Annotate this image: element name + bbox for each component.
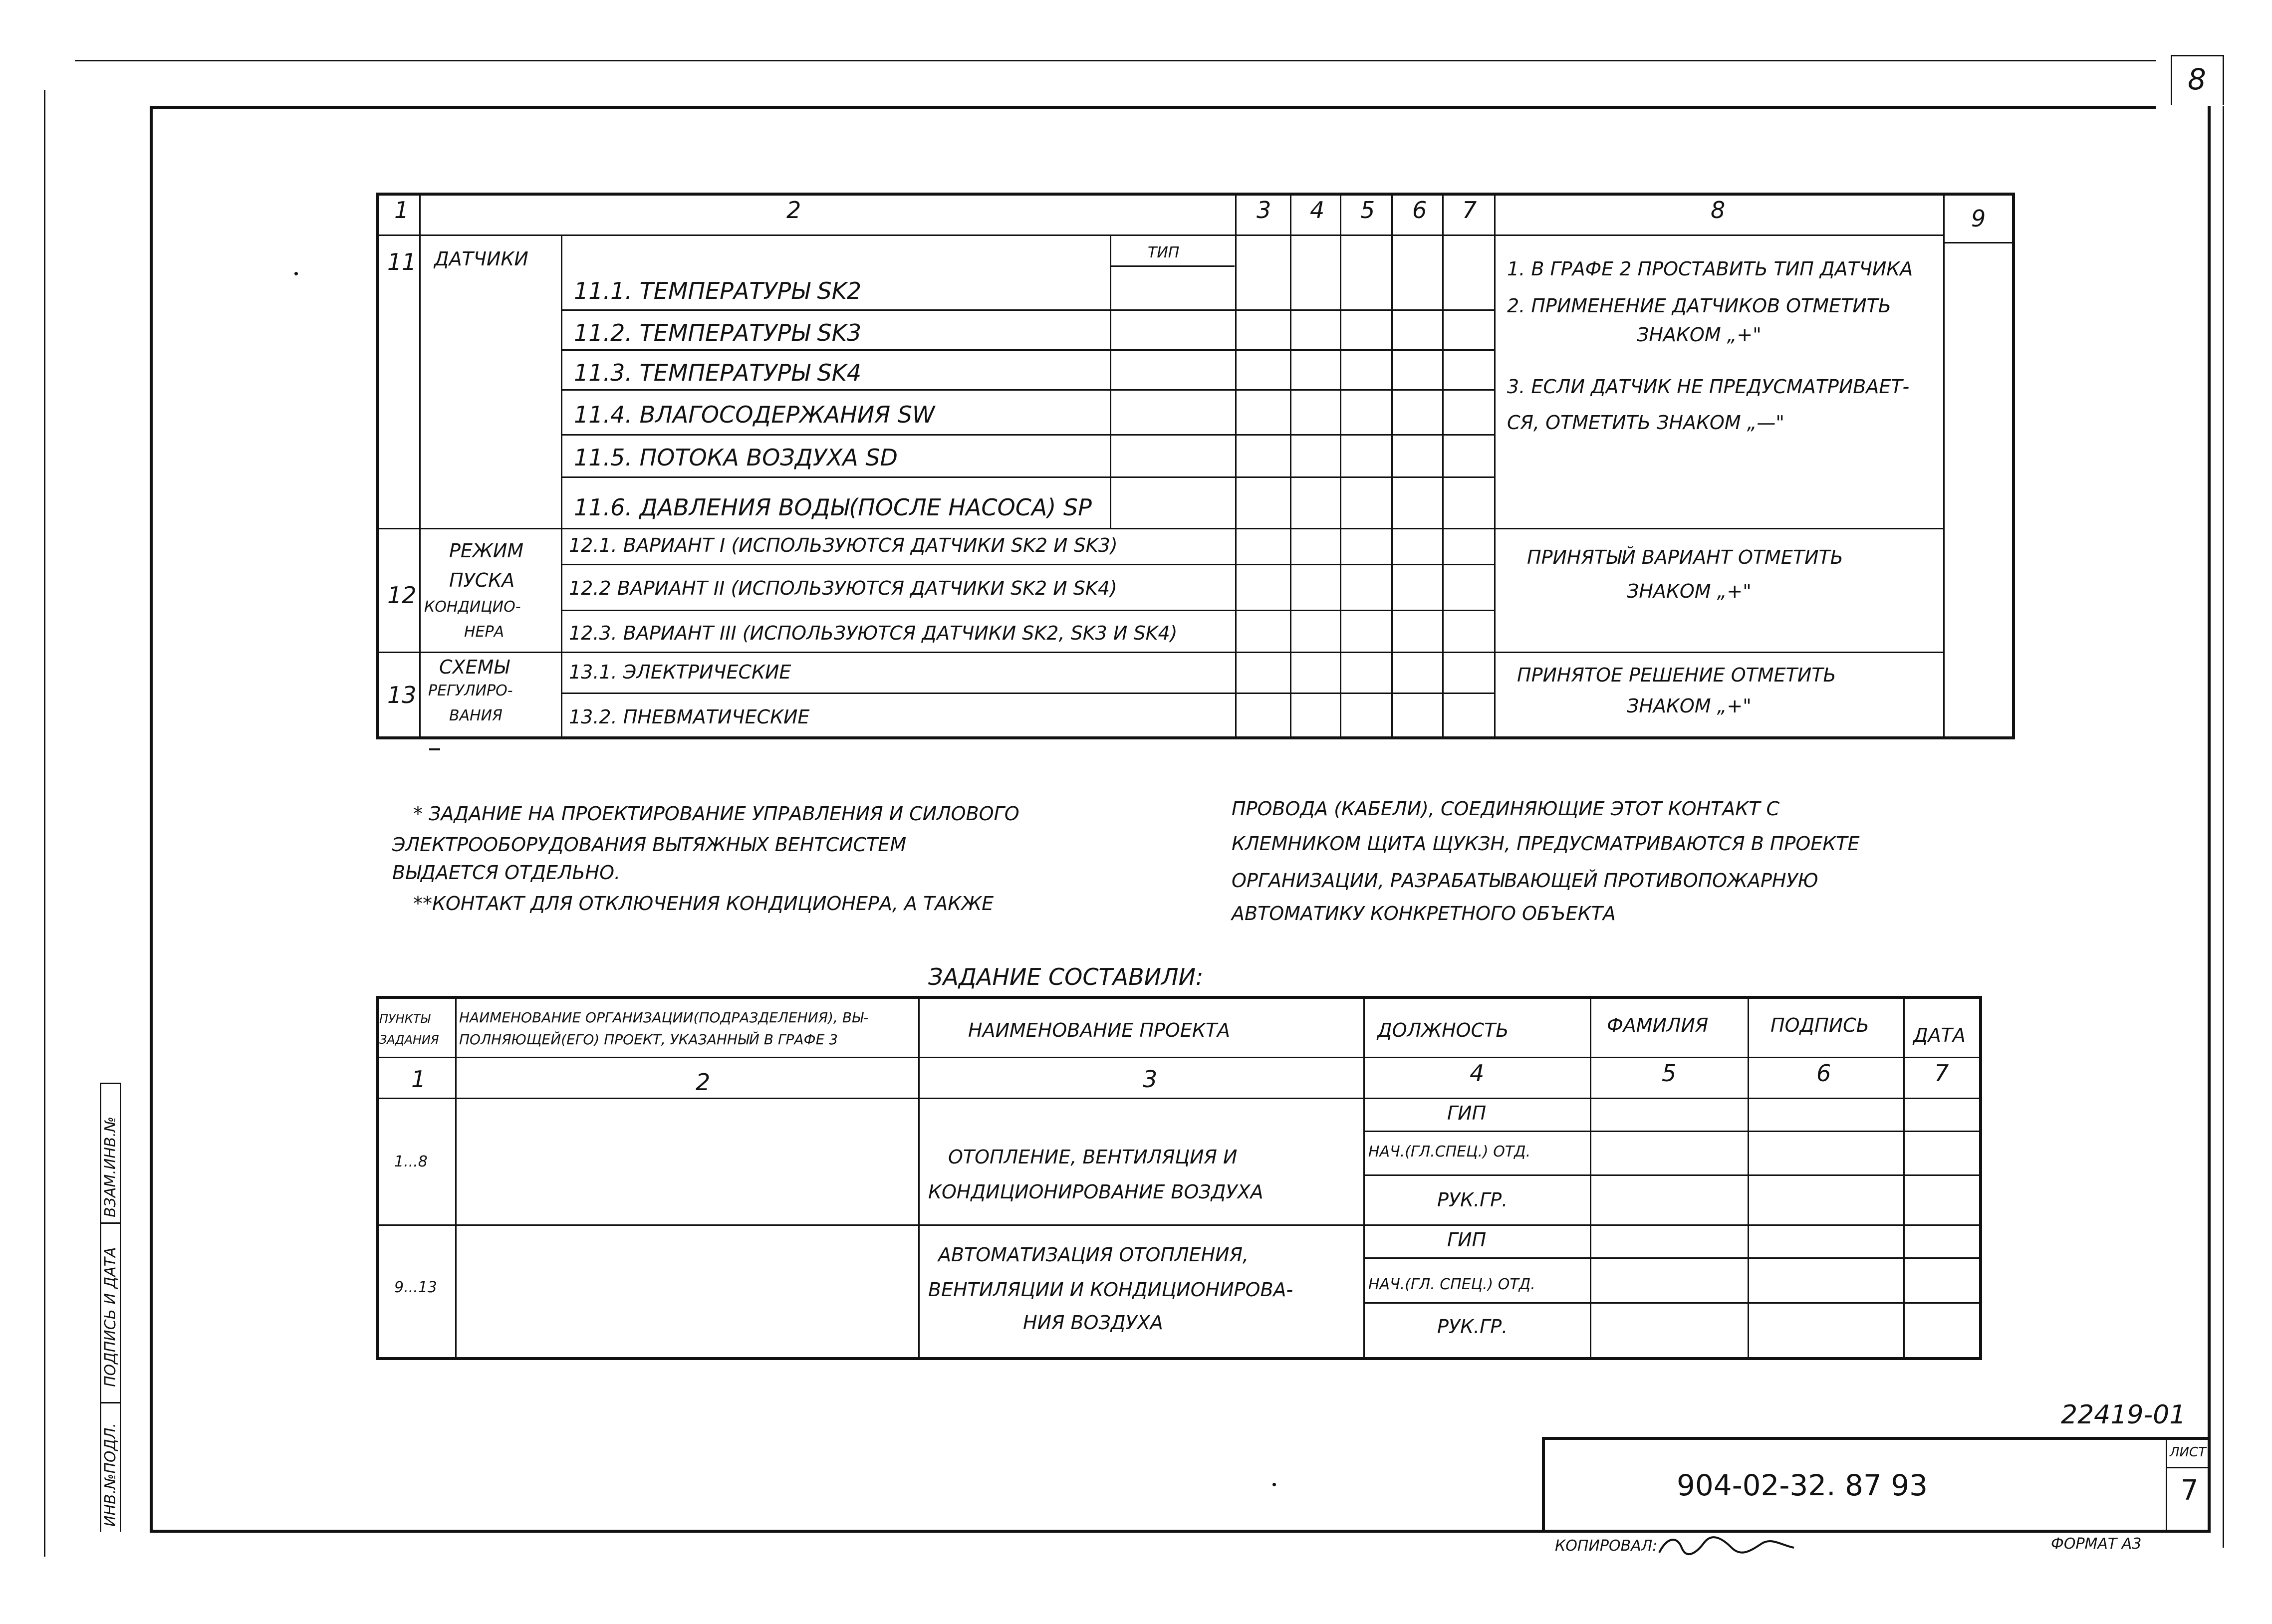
bt-project-group-2-line-1: АВТОМАТИЗАЦИЯ ОТОПЛЕНИЯ, bbox=[938, 1244, 1249, 1266]
bt-position-1-2: НАЧ.(ГЛ.СПЕЦ.) ОТД. bbox=[1368, 1143, 1531, 1160]
mode-row-12-1: 12.1. ВАРИАНТ I (ИСПОЛЬЗУЮТСЯ ДАТЧИКИ SK2 И SK3) bbox=[569, 534, 1118, 556]
bt-position-2-2: НАЧ.(ГЛ. СПЕЦ.) ОТД. bbox=[1368, 1276, 1535, 1293]
note-11-line-5: СЯ, ОТМЕТИТЬ ЗНАКОМ „—" bbox=[1507, 412, 1784, 434]
bt-header-project: НАИМЕНОВАНИЕ ПРОЕКТА bbox=[968, 1019, 1231, 1041]
sensor-row-11-1: 11.1. ТЕМПЕРАТУРЫ SK2 bbox=[574, 277, 862, 304]
note-11-line-1: 1. В ГРАФЕ 2 ПРОСТАВИТЬ ТИП ДАТЧИКА bbox=[1507, 258, 1913, 280]
sensor-row-11-4: 11.4. ВЛАГОСОДЕРЖАНИЯ SW bbox=[574, 401, 935, 428]
col-header-8: 8 bbox=[1711, 197, 1726, 224]
bt-num-5: 5 bbox=[1662, 1060, 1677, 1087]
copied-by-label: КОПИРОВАЛ: bbox=[1555, 1537, 1658, 1555]
bt-header-date: ДАТА bbox=[1913, 1024, 1966, 1046]
section-title-12-line-1: РЕЖИМ bbox=[449, 540, 524, 562]
note-11-line-4: 3. ЕСЛИ ДАТЧИК НЕ ПРЕДУСМАТРИВАЕТ- bbox=[1507, 376, 1910, 398]
mode-row-12-3: 12.3. ВАРИАНТ III (ИСПОЛЬЗУЮТСЯ ДАТЧИКИ SK2, SK3 И SK4) bbox=[569, 622, 1178, 644]
stamp-signature-date: ПОДПИСЬ И ДАТА bbox=[102, 1247, 119, 1387]
footnote-left-3: ВЫДАЕТСЯ ОТДЕЛЬНО. bbox=[392, 862, 621, 884]
dot-mark bbox=[294, 272, 298, 275]
bt-position-1-3: РУК.ГР. bbox=[1437, 1189, 1508, 1211]
footnote-right-1: ПРОВОДА (КАБЕЛИ), СОЕДИНЯЮЩИЕ ЭТОТ КОНТАКТ С bbox=[1232, 798, 1780, 820]
page-number: 8 bbox=[2188, 62, 2206, 96]
note-11-line-2: 2. ПРИМЕНЕНИЕ ДАТЧИКОВ ОТМЕТИТЬ bbox=[1507, 295, 1891, 317]
stamp-vzam-inv: ВЗАМ.ИНВ.№ bbox=[102, 1116, 119, 1217]
bt-header-position: ДОЛЖНОСТЬ bbox=[1377, 1019, 1509, 1041]
bt-items-group-2: 9...13 bbox=[394, 1279, 437, 1296]
note-12-line-2: ЗНАКОМ „+" bbox=[1627, 580, 1752, 602]
bt-num-1: 1 bbox=[411, 1066, 426, 1093]
bt-num-6: 6 bbox=[1816, 1060, 1831, 1087]
section-title-13-line-1: СХЕМЫ bbox=[439, 656, 509, 678]
bt-num-4: 4 bbox=[1470, 1060, 1485, 1087]
section-title-12-line-4: НЕРА bbox=[464, 623, 505, 641]
note-11-line-3: ЗНАКОМ „+" bbox=[1637, 324, 1762, 346]
format-label: ФОРМАТ А3 bbox=[2051, 1535, 2142, 1553]
inventory-number: 22419-01 bbox=[2061, 1400, 2186, 1430]
bt-header-items-1: ПУНКТЫ bbox=[379, 1012, 431, 1026]
bt-num-7: 7 bbox=[1934, 1060, 1949, 1087]
col-header-6: 6 bbox=[1412, 197, 1427, 224]
section-title-12-line-2: ПУСКА bbox=[449, 569, 515, 591]
section-number-11: 11 bbox=[387, 248, 417, 275]
col-header-2: 2 bbox=[786, 197, 801, 224]
bt-position-2-1: ГИП bbox=[1447, 1229, 1487, 1251]
col-header-7: 7 bbox=[1462, 197, 1477, 224]
scheme-row-13-2: 13.2. ПНЕВМАТИЧЕСКИЕ bbox=[569, 706, 810, 728]
section-number-12: 12 bbox=[387, 582, 417, 609]
stamp-inv-podl: ИНВ.№ПОДЛ. bbox=[102, 1422, 119, 1527]
copier-signature-icon bbox=[1657, 1533, 1796, 1558]
bt-project-group-2-line-2: ВЕНТИЛЯЦИИ И КОНДИЦИОНИРОВА- bbox=[928, 1279, 1293, 1301]
section-title-13-line-2: РЕГУЛИРО- bbox=[428, 682, 513, 699]
note-13-line-1: ПРИНЯТОЕ РЕШЕНИЕ ОТМЕТИТЬ bbox=[1517, 664, 1836, 686]
bt-project-group-1-line-1: ОТОПЛЕНИЕ, ВЕНТИЛЯЦИЯ И bbox=[948, 1146, 1238, 1168]
sensor-row-11-2: 11.2. ТЕМПЕРАТУРЫ SK3 bbox=[574, 319, 862, 346]
footnote-left-2: ЭЛЕКТРООБОРУДОВАНИЯ ВЫТЯЖНЫХ ВЕНТСИСТЕМ bbox=[392, 834, 907, 856]
sensor-row-11-6: 11.6. ДАВЛЕНИЯ ВОДЫ(ПОСЛЕ НАСОСА) SP bbox=[574, 494, 1092, 521]
col-header-4: 4 bbox=[1310, 197, 1325, 224]
dash-mark bbox=[429, 748, 440, 750]
footnote-left-1: * ЗАДАНИЕ НА ПРОЕКТИРОВАНИЕ УПРАВЛЕНИЯ И СИЛОВОГО bbox=[413, 803, 1019, 825]
col-header-5: 5 bbox=[1360, 197, 1375, 224]
footnote-left-4: **КОНТАКТ ДЛЯ ОТКЛЮЧЕНИЯ КОНДИЦИОНЕРА, А ТАКЖЕ bbox=[413, 893, 994, 915]
bt-position-2-3: РУК.ГР. bbox=[1437, 1316, 1508, 1338]
bt-num-3: 3 bbox=[1143, 1066, 1158, 1093]
mode-row-12-2: 12.2 ВАРИАНТ II (ИСПОЛЬЗУЮТСЯ ДАТЧИКИ SK2 И SK4) bbox=[569, 577, 1117, 599]
bt-header-surname: ФАМИЛИЯ bbox=[1607, 1014, 1709, 1036]
bt-num-2: 2 bbox=[696, 1069, 711, 1096]
footnote-right-3: ОРГАНИЗАЦИИ, РАЗРАБАТЫВАЮЩЕЙ ПРОТИВОПОЖАРНУЮ bbox=[1232, 870, 1818, 892]
section-title-11: ДАТЧИКИ bbox=[434, 248, 528, 270]
note-12-line-1: ПРИНЯТЫЙ ВАРИАНТ ОТМЕТИТЬ bbox=[1527, 546, 1843, 568]
col-header-3: 3 bbox=[1257, 197, 1271, 224]
col-header-1: 1 bbox=[394, 197, 409, 224]
sensor-row-11-5: 11.5. ПОТОКА ВОЗДУХА SD bbox=[574, 444, 898, 471]
bt-position-1-1: ГИП bbox=[1447, 1102, 1487, 1124]
section-title-12-line-3: КОНДИЦИО- bbox=[424, 598, 521, 616]
bt-header-signature: ПОДПИСЬ bbox=[1770, 1014, 1869, 1036]
bt-project-group-1-line-2: КОНДИЦИОНИРОВАНИЕ ВОЗДУХА bbox=[928, 1181, 1263, 1203]
dot-mark bbox=[1272, 1483, 1276, 1486]
bt-header-org-2: ПОЛНЯЮЩЕЙ(ЕГО) ПРОЕКТ, УКАЗАННЫЙ В ГРАФЕ 3 bbox=[459, 1031, 838, 1048]
list-number: 7 bbox=[2181, 1474, 2199, 1507]
type-header: ТИП bbox=[1148, 244, 1180, 261]
sensor-row-11-3: 11.3. ТЕМПЕРАТУРЫ SK4 bbox=[574, 359, 862, 386]
list-label: ЛИСТ bbox=[2170, 1445, 2207, 1460]
col-header-9: 9 bbox=[1971, 205, 1986, 232]
bt-header-items-2: ЗАДАНИЯ bbox=[379, 1033, 439, 1047]
bt-items-group-1: 1...8 bbox=[394, 1153, 428, 1170]
document-code: 904-02-32. 87 93 bbox=[1677, 1468, 1928, 1502]
bt-project-group-2-line-3: НИЯ ВОЗДУХА bbox=[1023, 1312, 1163, 1334]
note-13-line-2: ЗНАКОМ „+" bbox=[1627, 695, 1752, 717]
footnote-right-4: АВТОМАТИКУ КОНКРЕТНОГО ОБЪЕКТА bbox=[1232, 903, 1616, 925]
scheme-row-13-1: 13.1. ЭЛЕКТРИЧЕСКИЕ bbox=[569, 661, 791, 683]
section-title-13-line-3: ВАНИЯ bbox=[449, 707, 503, 724]
section-number-13: 13 bbox=[387, 682, 417, 708]
footnote-right-2: КЛЕМНИКОМ ЩИТА ЩУКЗН, ПРЕДУСМАТРИВАЮТСЯ В ПРОЕКТЕ bbox=[1232, 833, 1860, 855]
compilers-caption: ЗАДАНИЕ СОСТАВИЛИ: bbox=[928, 963, 1204, 990]
bt-header-org-1: НАИМЕНОВАНИЕ ОРГАНИЗАЦИИ(ПОДРАЗДЕЛЕНИЯ), ВЫ- bbox=[459, 1009, 869, 1026]
